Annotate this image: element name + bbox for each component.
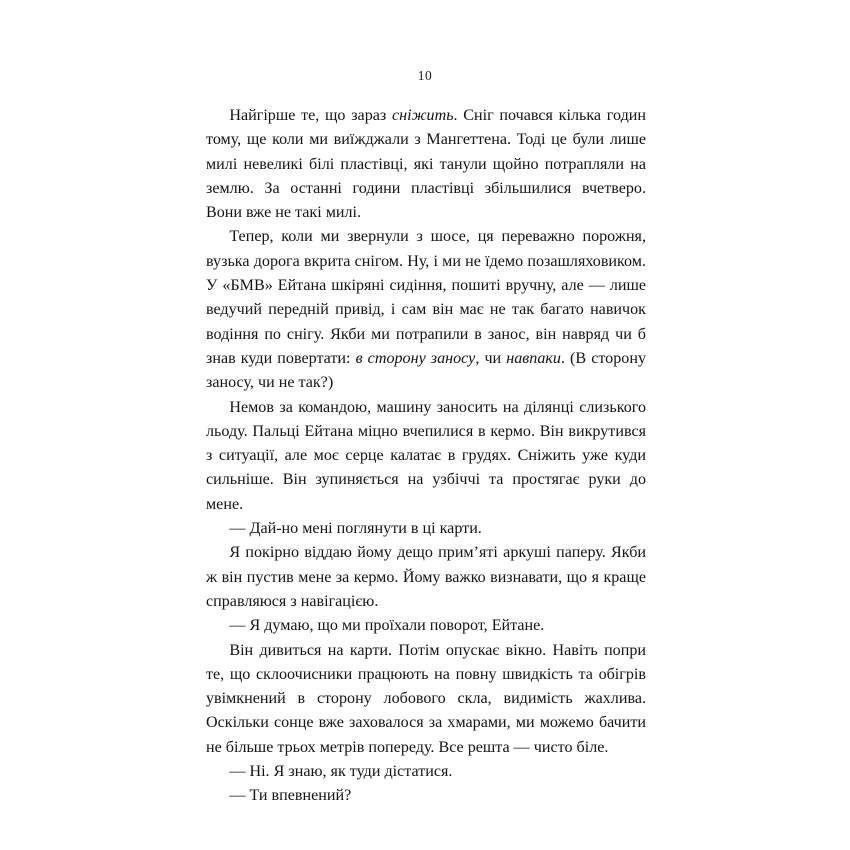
text-run: — Я думаю, що ми проїхали поворот, Ейтане. xyxy=(229,617,545,635)
emphasis-text: в сторону заносу xyxy=(355,349,476,367)
paragraph xyxy=(206,541,646,614)
paragraph xyxy=(206,784,646,808)
text-run: — Ні. Я знаю, як туди дістатися. xyxy=(229,763,453,781)
paragraph xyxy=(206,225,646,395)
paragraph xyxy=(206,760,646,784)
paragraph xyxy=(206,396,646,517)
emphasis-text: навпаки xyxy=(506,349,561,367)
paragraph xyxy=(206,614,646,638)
text-run: Я покірно віддаю йому дещо прим’яті аркуші паперу. Якби ж він пустив мене за кермо. Йому важко визнавати, що я краще справляюся з навігацією. xyxy=(206,544,646,610)
text-run: Він дивиться на карти. Потім опускає вікно. Навіть попри те, що склоочисники працюють на повну швидкість та обігрів увімкнений в сторону лобового скла, видимість жахлива. Оскільки сонце вже заховалося за хмарами, ми можемо бачити не більше трьох метрів попереду. Все решта — чисто біле. xyxy=(206,641,646,756)
text-run: — Дай-но мені поглянути в ці карти. xyxy=(229,520,482,538)
text-run: — Ти впевнений? xyxy=(229,787,352,805)
text-run: Тепер, коли ми звернули з шосе, ця переважно порожня, вузька дорога вкрита снігом. Ну, і ми не їдемо позашляховиком. У «БМВ» Ейтана шкіряні сидіння, пошиті вручну, але — лише ведучий передній привід, і сам він має не так багато навичок водіння по снігу. Якби ми потрапили в занос, він навряд чи б знав куди повертати: xyxy=(206,228,646,367)
page-number: 10 xyxy=(417,68,433,83)
text-run: . (В сторону заносу, чи не так?) xyxy=(206,349,646,392)
text-run: . Сніг почався кілька годин тому, ще коли ми виїжджали з Мангеттена. Тоді це були лише милі невеликі білі пластівці, які танули щойно потрапляли на землю. За останні години пластівці збільшилися вчетверо. Вони вже не такі милі. xyxy=(206,107,646,222)
text-run: Немов за командою, машину заносить на ділянці слизького льоду. Пальці Ейтана міцно вчепилися в кермо. Він викрутився з ситуації, але моє серце калатає в грудях. Сніжить уже куди сильніше. Він зупиняється на узбіччі та простягає руки до мене. xyxy=(206,398,646,513)
emphasis-text: сніжить xyxy=(391,107,454,124)
paragraph xyxy=(206,639,646,760)
text-run: Найгірше те, що зараз xyxy=(229,107,392,124)
page-text-block xyxy=(206,104,646,809)
paragraph xyxy=(206,104,646,225)
paragraph xyxy=(206,517,646,541)
text-run: , чи xyxy=(475,349,507,367)
